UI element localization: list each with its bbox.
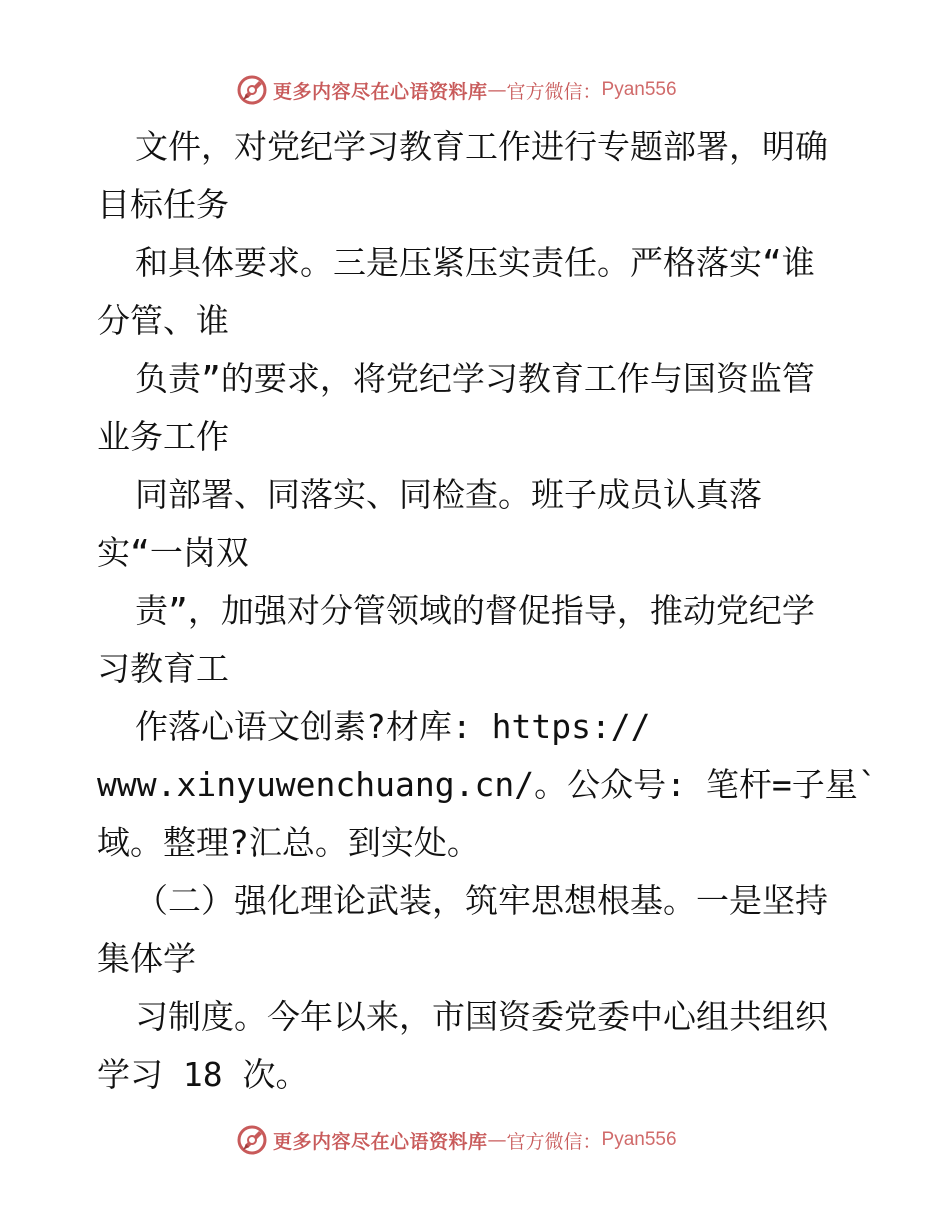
document-body bbox=[97, 118, 878, 1104]
body-line: 业务工作 bbox=[97, 417, 229, 456]
body-line: 域。整理?汇总。到实处。 bbox=[97, 823, 480, 862]
footer-separator: — bbox=[487, 1129, 507, 1151]
header-separator: — bbox=[487, 79, 507, 101]
body-line: （二）强化理论武装，筑牢思想根基。一是坚持 bbox=[135, 881, 828, 920]
body-line: 集体学 bbox=[97, 939, 196, 978]
footer-wechat-handle: Pyan556 bbox=[601, 1129, 677, 1150]
body-line: 分管、谁 bbox=[97, 301, 229, 340]
header-wechat-label: 官方微信： bbox=[506, 80, 602, 103]
brush-logo-icon bbox=[235, 1123, 269, 1157]
brush-logo-icon bbox=[235, 73, 269, 107]
body-line: 文件，对党纪学习教育工作进行专题部署，明确 bbox=[135, 127, 828, 166]
body-line: 同部署、同落实、同检查。班子成员认真落 bbox=[135, 475, 762, 514]
body-line: 目标任务 bbox=[97, 185, 229, 224]
body-line: 责”，加强对分管领域的督促指导，推动党纪学 bbox=[135, 591, 815, 630]
header-banner bbox=[235, 72, 715, 108]
body-line: 学习 18 次。 bbox=[97, 1055, 309, 1094]
footer-banner bbox=[235, 1122, 715, 1158]
body-line: www.xinyuwenchuang.cn/。公众号: 笔杆=子星` bbox=[97, 765, 878, 804]
header-brand: 更多内容尽在心语资料库 bbox=[273, 80, 488, 103]
header-wechat-handle: Pyan556 bbox=[601, 79, 677, 100]
footer-brand: 更多内容尽在心语资料库 bbox=[273, 1130, 488, 1153]
body-line: 实“一岗双 bbox=[97, 533, 249, 572]
body-line: 习教育工 bbox=[97, 649, 229, 688]
body-line: 习制度。今年以来，市国资委党委中心组共组织 bbox=[135, 997, 828, 1036]
footer-wechat-label: 官方微信： bbox=[506, 1130, 602, 1153]
body-line: 负责”的要求，将党纪学习教育工作与国资监管 bbox=[135, 359, 815, 398]
body-line: 作落心语文创素?材库: https:// bbox=[135, 707, 651, 746]
body-line: 和具体要求。三是压紧压实责任。严格落实“谁 bbox=[135, 243, 815, 282]
